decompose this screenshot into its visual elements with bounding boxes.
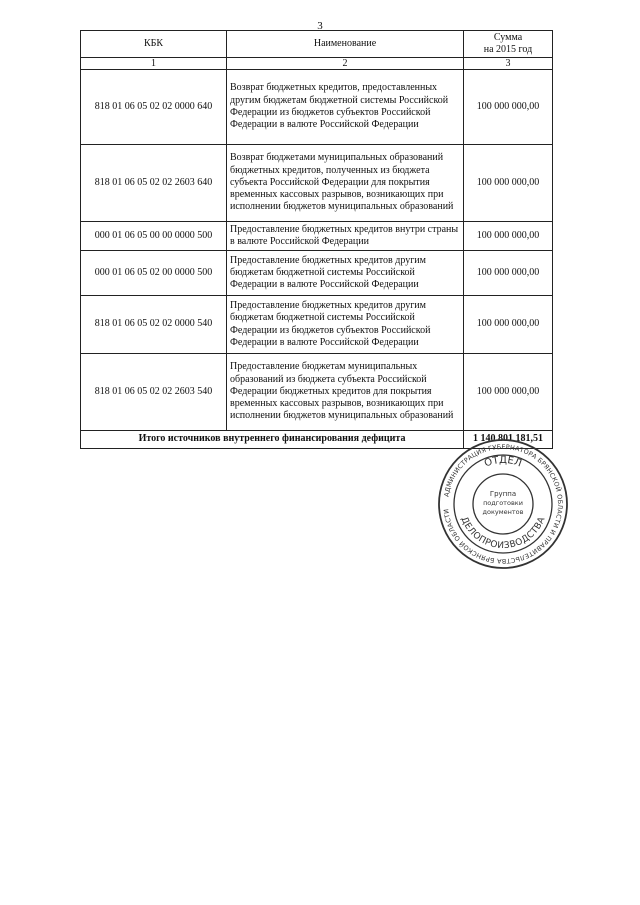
row-name: Предоставление бюджетам муниципальных образований из бюджета субъекта Российской Федерации бюджетных кредитов для покрытия временных кассовых разрывов, возникающих при исполнении бюджетов муниципальных образований xyxy=(227,354,464,431)
svg-text:ОТДЕЛ xyxy=(483,455,523,469)
table-row xyxy=(81,145,553,222)
stamp-center-line3: документов xyxy=(482,508,524,516)
page-number: 3 xyxy=(317,20,323,32)
total-sum: 1 140 801 181,51 xyxy=(464,431,553,449)
stamp-dept-top: ОТДЕЛ xyxy=(483,454,524,470)
table-row xyxy=(81,222,553,251)
budget-sources-table xyxy=(80,30,553,449)
kbk-code: 000 01 06 05 00 00 0000 500 xyxy=(81,222,227,251)
row-sum: 100 000 000,00 xyxy=(464,251,553,296)
stamp-dept-bottom: ДЕЛОПРОИЗВОДСТВА xyxy=(458,515,548,552)
table-header-row xyxy=(81,31,553,58)
row-sum: 100 000 000,00 xyxy=(464,70,553,145)
header-sum xyxy=(464,31,553,58)
stamp-center-line1: Группа xyxy=(489,490,517,498)
column-number: 3 xyxy=(464,58,553,70)
kbk-code: 818 01 06 05 02 02 2603 640 xyxy=(81,145,227,222)
office-stamp xyxy=(437,438,569,570)
row-sum: 100 000 000,00 xyxy=(464,354,553,431)
row-sum: 100 000 000,00 xyxy=(464,222,553,251)
row-name: Возврат бюджетами муниципальных образований бюджетных кредитов, полученных из бюджета субъекта Российской Федерации для покрытия временных кассовых разрывов, возникающих при исполнении бюджетов муниципальных образований xyxy=(227,145,464,222)
kbk-code: 818 01 06 05 02 02 2603 540 xyxy=(81,354,227,431)
column-number: 2 xyxy=(227,58,464,70)
header-name: Наименование xyxy=(227,31,464,58)
row-name: Предоставление бюджетных кредитов внутри страны в валюте Российской Федерации xyxy=(227,222,464,251)
table-row xyxy=(81,354,553,431)
header-sum-line2: на 2015 год xyxy=(483,44,533,55)
row-name: Предоставление бюджетных кредитов другим бюджетам бюджетной системы Российской Федерации в валюте Российской Федерации xyxy=(227,251,464,296)
header-kbk: КБК xyxy=(81,31,227,58)
row-sum: 100 000 000,00 xyxy=(464,145,553,222)
total-label: Итого источников внутреннего финансирования дефицита xyxy=(81,431,464,449)
kbk-code: 818 01 06 05 02 02 0000 640 xyxy=(81,70,227,145)
row-name: Предоставление бюджетных кредитов другим бюджетам бюджетной системы Российской Федерации из бюджетов субъектов Российской Федерации в валюте Российской Федерации xyxy=(227,296,464,354)
column-number: 1 xyxy=(81,58,227,70)
stamp-outer-text: АДМИНИСТРАЦИЯ ГУБЕРНАТОРА БРЯНСКОЙ ОБЛАСТИ И ПРАВИТЕЛЬСТВА БРЯНСКОЙ ОБЛАСТИ xyxy=(442,442,565,566)
header-sum-line1: Сумма xyxy=(493,31,523,43)
row-name: Возврат бюджетных кредитов, предоставленных другим бюджетам бюджетной системы Российской Федерации из бюджетов субъектов Российской Федерации в валюте Российской Федерации xyxy=(227,70,464,145)
column-number-row xyxy=(81,58,553,70)
table-row xyxy=(81,70,553,145)
table-row xyxy=(81,251,553,296)
svg-text:ДЕЛОПРОИЗВОДСТВА xyxy=(458,515,547,551)
table-row xyxy=(81,296,553,354)
kbk-code: 818 01 06 05 02 02 0000 540 xyxy=(81,296,227,354)
row-sum: 100 000 000,00 xyxy=(464,296,553,354)
kbk-code: 000 01 06 05 02 00 0000 500 xyxy=(81,251,227,296)
stamp-center-line2: подготовки xyxy=(483,499,523,507)
